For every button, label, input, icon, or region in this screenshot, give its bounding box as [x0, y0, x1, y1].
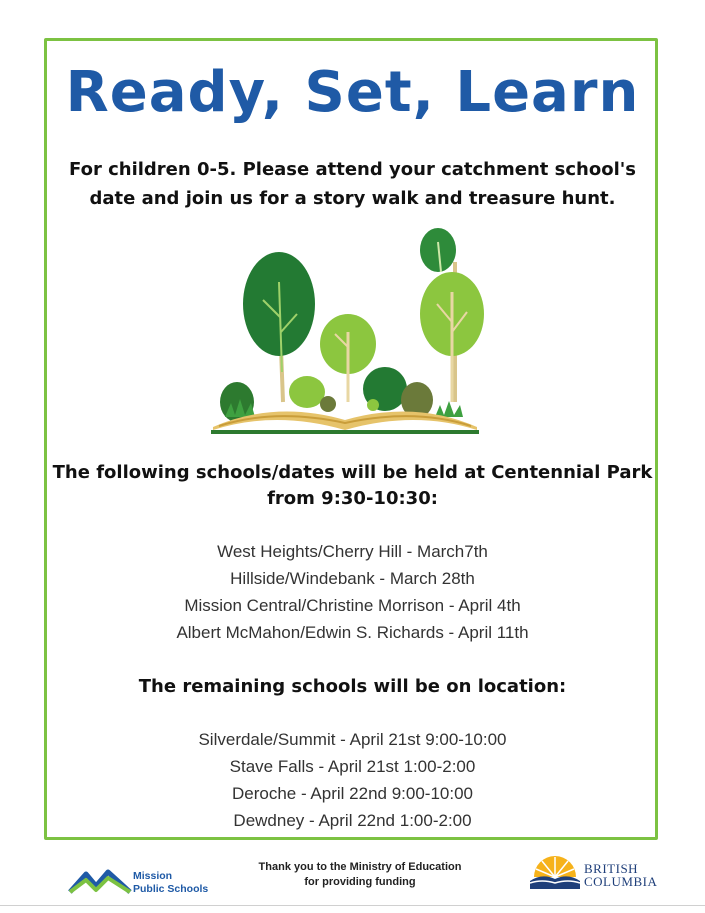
location-heading-line: The remaining schools will be on location: — [138, 676, 567, 697]
list-item: Stave Falls - April 21st 1:00-2:00 — [229, 757, 476, 776]
location-list — [0, 726, 705, 834]
centennial-heading-line-1: The following schools/dates will be held at Centennial Park — [52, 462, 653, 483]
page-title: Ready, Set, Learn — [65, 60, 640, 125]
centennial-list — [0, 538, 705, 646]
intro-line-2: date and join us for a story walk and treasure hunt. — [89, 188, 616, 209]
centennial-heading-line-2: from 9:30-10:30: — [267, 488, 438, 509]
list-item: Silverdale/Summit - April 21st 9:00-10:00 — [198, 730, 507, 749]
list-item: Mission Central/Christine Morrison - April 4th — [184, 596, 521, 615]
thanks-text — [230, 860, 490, 890]
list-item: Deroche - April 22nd 9:00-10:00 — [232, 784, 473, 803]
mountains-logo — [68, 866, 132, 896]
british-columbia-text — [584, 862, 657, 888]
open-book-trees-illustration — [205, 222, 485, 442]
bc-line-2: COLUMBIA — [584, 874, 658, 889]
intro-text — [0, 155, 705, 213]
bc-line-1: BRITISH — [584, 861, 639, 876]
mps-line-1: Mission — [133, 870, 173, 882]
sunrise-logo — [528, 855, 582, 891]
bottom-divider — [0, 905, 705, 906]
list-item: West Heights/Cherry Hill - March7th — [217, 542, 488, 561]
location-heading — [0, 674, 705, 700]
centennial-heading — [0, 460, 705, 512]
intro-line-1: For children 0-5. Please attend your catchment school's — [69, 159, 636, 180]
book-base — [211, 430, 479, 434]
mps-line-2: Public Schools — [133, 883, 209, 895]
list-item: Albert McMahon/Edwin S. Richards - April 11th — [176, 623, 529, 642]
thanks-line-2: for providing funding — [304, 876, 416, 888]
thanks-line-1: Thank you to the Ministry of Education — [258, 861, 462, 873]
list-item: Hillside/Windebank - March 28th — [230, 569, 475, 588]
mission-public-schools-text — [133, 870, 208, 896]
list-item: Dewdney - April 22nd 1:00-2:00 — [233, 811, 472, 830]
